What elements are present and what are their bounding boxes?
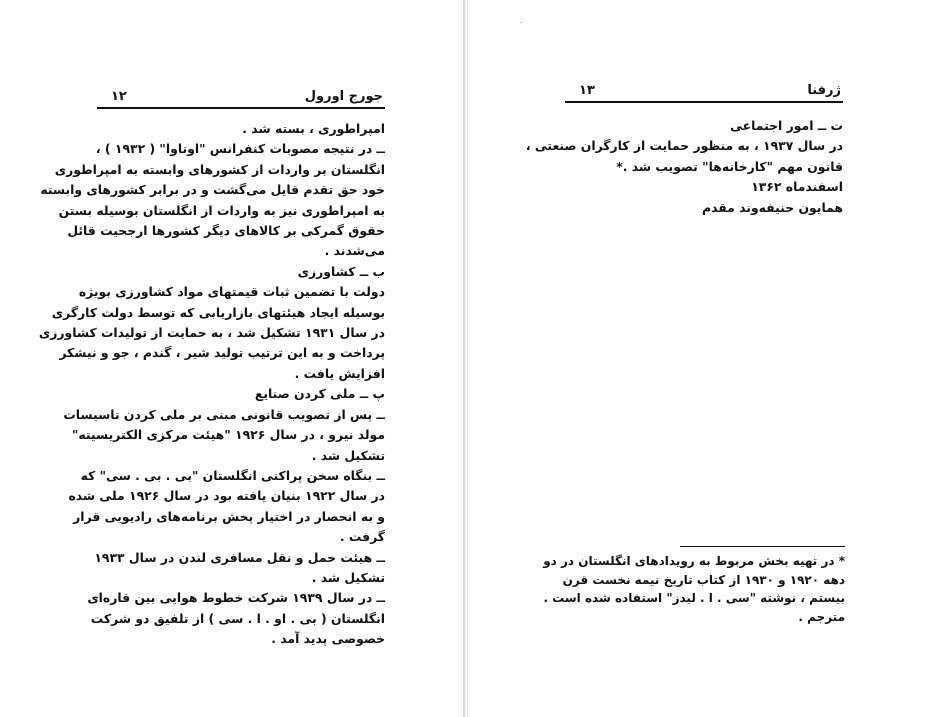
text-line: تشکیل شد . bbox=[311, 447, 385, 463]
text-line: مولد نیرو ، در سال ۱۹۲۶ "هیئت مرکزی الکتریسیته" bbox=[71, 427, 385, 443]
right-page-header bbox=[565, 80, 843, 103]
text-line: تشکیل شد . bbox=[311, 569, 385, 585]
date-line: اسفندماه ۱۳۶۲ bbox=[751, 179, 843, 195]
left-page-body bbox=[38, 119, 385, 650]
section-heading: ب ــ کشاورزی bbox=[297, 263, 385, 279]
left-page-header bbox=[97, 86, 385, 109]
footnote-line: بیستم ، نوشته "سی . ا . لیدز" استفاده شده است . bbox=[543, 591, 845, 605]
text-line: در سال ۱۹۳۷ ، به منظور حمایت از کارگران صنعتی ، bbox=[525, 138, 843, 154]
page-number: ۱۳ bbox=[579, 83, 595, 98]
footnote-line: مترجم . bbox=[798, 609, 845, 624]
left-page bbox=[0, 0, 463, 717]
text-line: انگلستان بر واردات از کشورهای وابسته به امپراطوری bbox=[54, 161, 385, 177]
text-line: دولت با تضمین ثبات قیمتهای مواد کشاورزی بویژه bbox=[78, 284, 385, 300]
gutter-shadow bbox=[463, 0, 465, 717]
footnote bbox=[543, 552, 845, 626]
text-line: ــ پس از تصویب قانونی مبنی بر ملی کردن تاسیسات bbox=[63, 406, 385, 422]
page-number: ۱۲ bbox=[111, 89, 127, 104]
section-heading: پ ــ ملی کردن صنایع bbox=[254, 386, 385, 402]
text-line: پرداخت و به این ترتیب تولید شیر ، گندم ، جو و نیشکر bbox=[59, 345, 385, 361]
text-line: ــ بنگاه سخن پراکنی انگلستان "بی . بی . سی" که bbox=[80, 467, 385, 483]
running-title: ژرفنا bbox=[807, 83, 841, 98]
text-line: و به انحصار در اختیار پخش برنامه‌های رادیویی قرار bbox=[73, 508, 385, 524]
running-title: جورج اورول bbox=[304, 89, 383, 104]
text-line: ــ در سال ۱۹۳۹ شرکت خطوط هوایی بین قاره‌ای bbox=[87, 590, 385, 606]
text-line: خود حق تقدم قایل می‌گشت و در برابر کشورهای وابسته bbox=[40, 182, 385, 198]
right-page-body bbox=[525, 116, 843, 218]
text-line: قانون مهم "کارخانه‌ها" تصویب شد .* bbox=[616, 158, 843, 174]
text-line: گرفت . bbox=[339, 529, 385, 545]
text-line: افزایش یافت . bbox=[294, 365, 385, 381]
text-line: در سال ۱۹۳۱ تشکیل شد ، به حمایت از تولیدات کشاورزی bbox=[38, 325, 385, 341]
footnote-rule bbox=[680, 546, 845, 547]
text-line: حقوق گمرکی بر کالاهای دیگر کشورها ارجحیت قائل bbox=[67, 223, 385, 239]
text-line: می‌شدند . bbox=[324, 243, 385, 259]
translator-signature: همایون حنیفه‌وند مقدم bbox=[702, 199, 843, 215]
text-line: امپراطوری ، بسته شد . bbox=[242, 121, 385, 136]
text-line: بوسیله ایجاد هیئتهای بازاریابی که توسط دولت کارگری bbox=[51, 304, 385, 320]
text-line: خصوصی پدید آمد . bbox=[271, 631, 385, 647]
text-line: در سال ۱۹۲۲ بنیان یافته بود در سال ۱۹۲۶ ملی شده bbox=[68, 488, 385, 504]
text-line: ــ هیئت حمل و نقل مسافری لندن در سال ۱۹۳۳ bbox=[94, 549, 385, 565]
section-heading: ت ــ امور اجتماعی bbox=[730, 118, 843, 133]
text-line: انگلستان ( بی . او . ا . سی ) از تلفیق دو شرکت bbox=[90, 610, 385, 626]
footnote-line: دهه ۱۹۲۰ و ۱۹۳۰ از کتاب تاریخ نیمه نخست قرن bbox=[562, 572, 845, 587]
text-line: ــ در نتیجه مصوبات کنفرانس "اوتاوا" ( ۱۹۳۲ ) ، bbox=[95, 141, 385, 157]
text-line: به امپراطوری نیز به واردات از انگلستان بوسیله بستن bbox=[58, 202, 385, 218]
footnote-line: * در تهیه بخش مربوط به رویدادهای انگلستان در دو bbox=[543, 554, 845, 568]
